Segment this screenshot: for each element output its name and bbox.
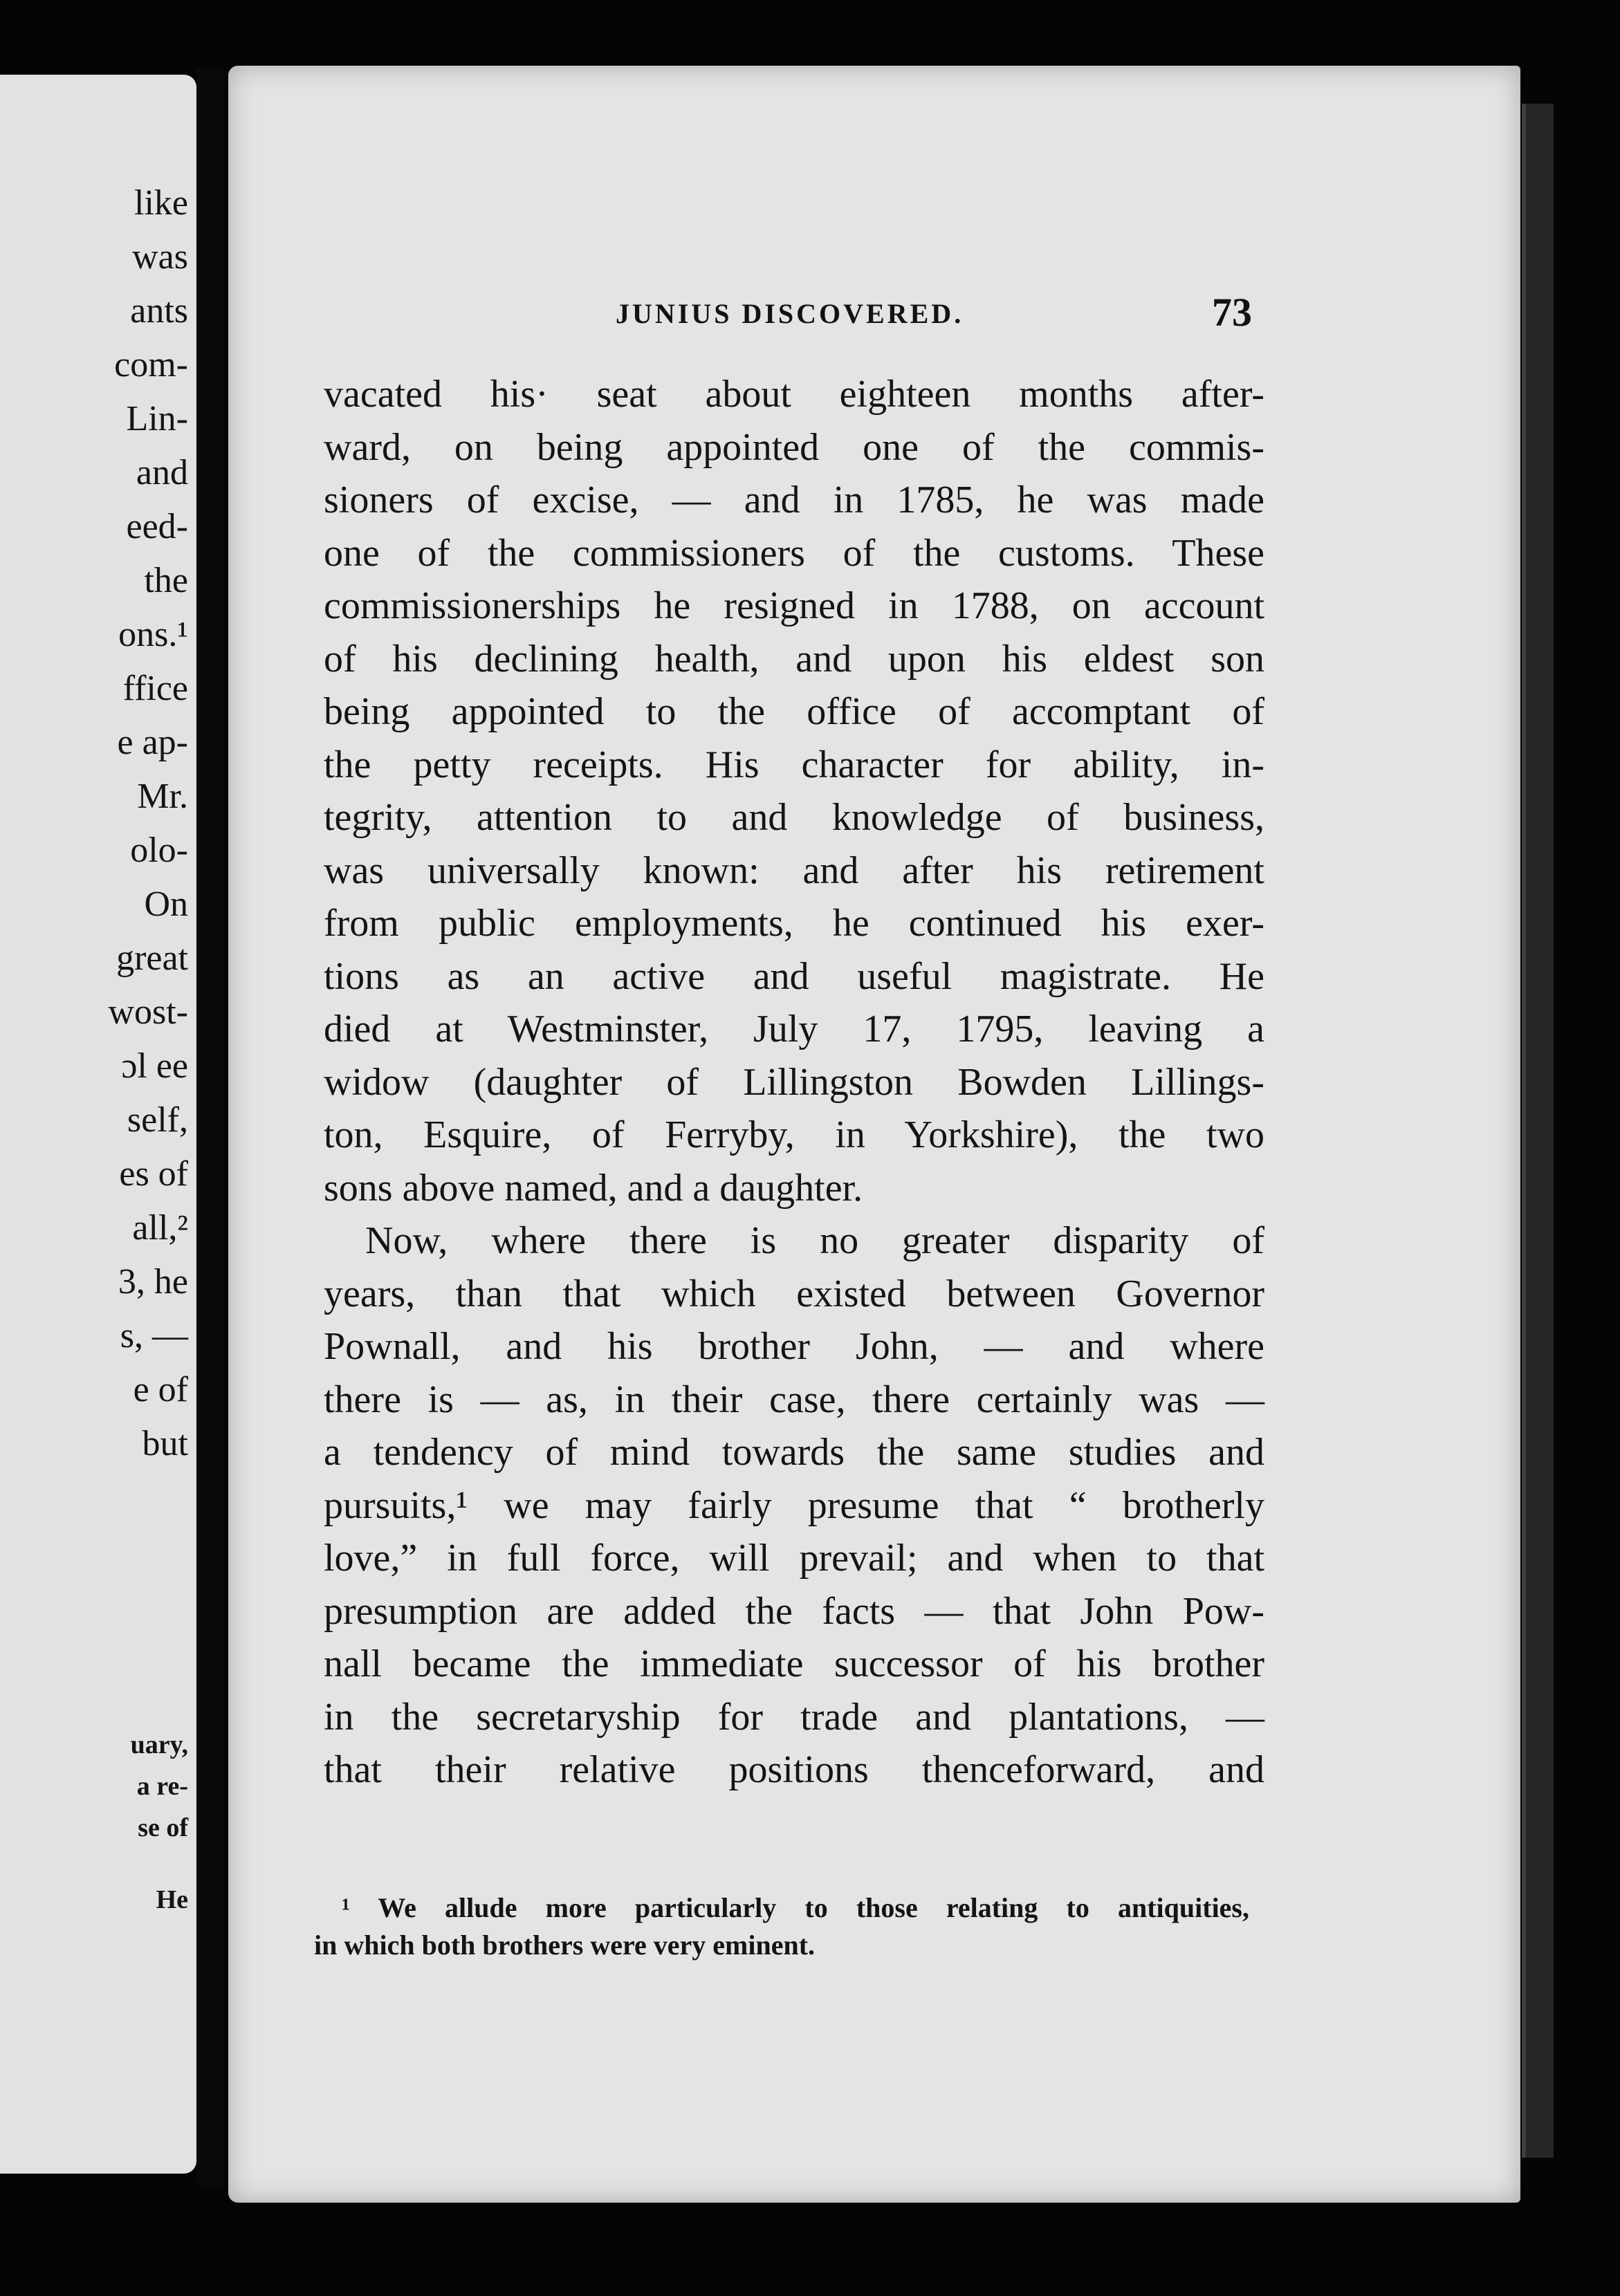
text-line: that their relative positions thenceforward, and bbox=[324, 1748, 1264, 1791]
left-footnote-fragment: se of bbox=[138, 1813, 188, 1842]
left-fragment-text: com- bbox=[114, 345, 188, 385]
footnote-line: in which both brothers were very eminent. bbox=[314, 1929, 816, 1961]
gutter-shadow bbox=[196, 69, 224, 2185]
text-line: was universally known: and after his retirement bbox=[324, 849, 1264, 892]
body-text bbox=[324, 368, 1264, 1797]
text-line: the petty receipts. His character for ability, in- bbox=[324, 743, 1264, 786]
left-fragment-text: was bbox=[132, 237, 188, 277]
left-fragment-text: Lin- bbox=[126, 399, 188, 438]
left-fragment-text: great bbox=[116, 938, 188, 978]
page-number: 73 bbox=[1212, 290, 1252, 335]
left-fragment-text: ons.¹ bbox=[118, 615, 188, 654]
left-fragment-text: the bbox=[144, 561, 188, 600]
text-line: died at Westminster, July 17, 1795, leaving a bbox=[324, 1008, 1264, 1050]
left-fragment-text: olo- bbox=[130, 831, 188, 870]
left-fragment-text: all,² bbox=[132, 1208, 188, 1248]
text-line: love,” in full force, will prevail; and when to that bbox=[324, 1537, 1264, 1580]
left-fragment-text: e ap- bbox=[117, 723, 188, 762]
running-head: JUNIUS DISCOVERED. bbox=[616, 298, 964, 329]
text-line: Pownall, and his brother John, — and where bbox=[324, 1325, 1264, 1368]
left-fragment-text: ɔl ee bbox=[121, 1046, 188, 1086]
left-fragment-text: ants bbox=[130, 291, 188, 331]
text-line: ton, Esquire, of Ferryby, in Yorkshire), the two bbox=[324, 1113, 1264, 1156]
footnote-line: ¹ We allude more particularly to those relating to antiquities, bbox=[342, 1892, 1249, 1923]
text-line: of his declining health, and upon his eldest son bbox=[324, 637, 1264, 681]
text-line: tions as an active and useful magistrate. He bbox=[324, 954, 1264, 998]
text-line: sons above named, and a daughter. bbox=[324, 1166, 863, 1210]
left-fragment-text: On bbox=[144, 885, 188, 924]
text-line: nall became the immediate successor of his brother bbox=[324, 1642, 1264, 1685]
left-fragment-text: like bbox=[134, 183, 188, 223]
left-fragment-text: self, bbox=[127, 1100, 188, 1140]
text-line: a tendency of mind towards the same studies and bbox=[324, 1431, 1264, 1474]
left-fragment-text: e of bbox=[133, 1370, 188, 1409]
left-fragment-text: but bbox=[142, 1424, 188, 1463]
left-fragment-text: 3, he bbox=[118, 1262, 188, 1302]
left-fragment-text: es of bbox=[119, 1154, 188, 1194]
text-line: pursuits,¹ we may fairly presume that “ brotherly bbox=[324, 1483, 1264, 1527]
text-line: ward, on being appointed one of the commis- bbox=[324, 425, 1264, 469]
left-fragment-text: ffice bbox=[122, 669, 188, 708]
left-fragment-text: wost- bbox=[108, 992, 188, 1032]
page-edge bbox=[1522, 104, 1554, 2158]
text-line: vacated his· seat about eighteen months after- bbox=[324, 373, 1264, 416]
left-page-fragment bbox=[0, 75, 196, 2174]
text-line: commissionerships he resigned in 1788, on account bbox=[324, 584, 1264, 627]
footnote bbox=[314, 1889, 1249, 1964]
text-line: sioners of excise, — and in 1785, he was made bbox=[324, 479, 1264, 521]
left-fragment-text: Mr. bbox=[137, 777, 188, 816]
text-line: being appointed to the office of accomptant of bbox=[324, 690, 1264, 733]
left-fragment-text: s, — bbox=[120, 1316, 188, 1355]
text-line: presumption are added the facts — that John Pow- bbox=[324, 1589, 1264, 1633]
left-fragment-text: and bbox=[136, 453, 188, 492]
text-line: Now, where there is no greater disparity of bbox=[365, 1219, 1264, 1262]
left-footnote-fragment: a re- bbox=[136, 1772, 188, 1801]
text-line: one of the commissioners of the customs. These bbox=[324, 531, 1264, 575]
text-line: in the secretaryship for trade and plantations, — bbox=[324, 1695, 1264, 1739]
text-line: tegrity, attention to and knowledge of business, bbox=[324, 796, 1264, 839]
text-line: from public employments, he continued his exer- bbox=[324, 902, 1264, 945]
text-line: years, than that which existed between Governor bbox=[324, 1272, 1264, 1315]
text-line: widow (daughter of Lillingston Bowden Lillings- bbox=[324, 1060, 1264, 1104]
left-footnote-fragment: He bbox=[156, 1885, 188, 1914]
text-line: there is — as, in their case, there certainly was — bbox=[324, 1378, 1264, 1421]
left-fragment-text: eed- bbox=[126, 507, 188, 546]
left-footnote-fragment: uary, bbox=[130, 1730, 188, 1759]
